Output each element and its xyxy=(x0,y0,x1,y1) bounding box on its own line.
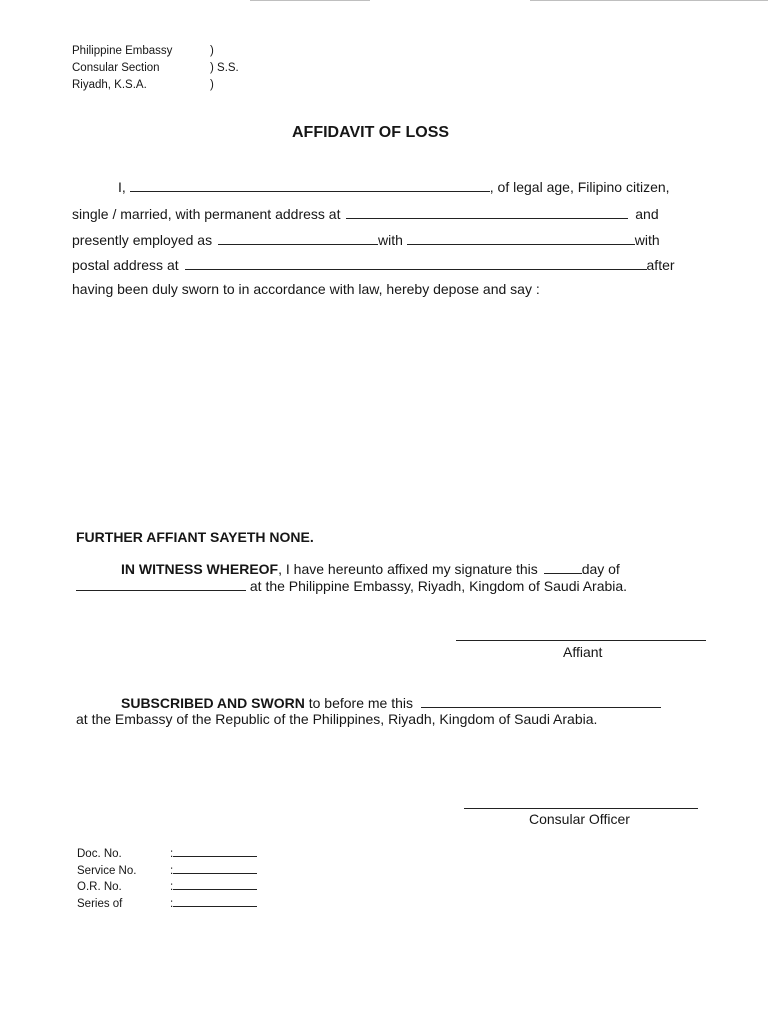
witness-line-2 xyxy=(76,577,627,594)
header-venue xyxy=(72,43,172,94)
line4-text: postal address at xyxy=(72,257,179,273)
service-no-label: Service No. xyxy=(77,864,137,877)
footer-labels xyxy=(77,846,136,912)
witness-line2-text: at the Philippine Embassy, Riyadh, Kingdom of Saudi Arabia. xyxy=(249,578,628,594)
employer-blank[interactable] xyxy=(407,231,635,245)
day-blank[interactable] xyxy=(544,560,582,574)
header-line-city: Riyadh, K.S.A. xyxy=(72,79,147,91)
subscribed-text: to before me this xyxy=(304,695,413,711)
officer-signature-line[interactable] xyxy=(464,808,698,809)
further-affiant-text: FURTHER AFFIANT SAYETH NONE. xyxy=(76,529,314,545)
subscribed-bold: SUBSCRIBED AND SWORN xyxy=(121,695,305,711)
line4-tail: after xyxy=(646,257,675,273)
service-no-field[interactable]: : xyxy=(170,863,257,880)
header-line-section: Consular Section xyxy=(72,62,160,74)
series-field[interactable]: : xyxy=(170,896,257,913)
series-label: Series of xyxy=(77,897,123,910)
affiant-signature-line[interactable] xyxy=(456,640,706,641)
scan-artifact xyxy=(250,0,370,1)
header-ss-marks xyxy=(210,43,239,94)
paragraph-line-5: having been duly sworn to in accordance with law, hereby depose and say : xyxy=(72,281,540,297)
position-blank[interactable] xyxy=(218,231,378,245)
i-prefix: I, xyxy=(118,179,126,195)
or-no-field[interactable]: : xyxy=(170,879,257,896)
witness-line-1 xyxy=(121,560,620,577)
doc-no-label: Doc. No. xyxy=(77,848,122,860)
doc-no-field[interactable]: : xyxy=(170,846,257,863)
permanent-address-blank[interactable] xyxy=(346,205,628,219)
line2-text: single / married, with permanent address at xyxy=(72,206,341,222)
header-mark: ) xyxy=(210,45,214,57)
further-affiant xyxy=(76,529,314,545)
line2-tail: and xyxy=(635,206,659,222)
affiant-label: Affiant xyxy=(563,644,603,660)
header-mark-ss: ) S.S. xyxy=(210,62,239,74)
paragraph-line-4 xyxy=(72,256,675,273)
sworn-date-blank[interactable] xyxy=(421,694,661,708)
line3-text: presently employed as xyxy=(72,232,213,248)
header-mark: ) xyxy=(210,79,214,91)
postal-address-blank[interactable] xyxy=(185,256,647,270)
document-title: AFFIDAVIT OF LOSS xyxy=(292,124,450,141)
name-blank[interactable] xyxy=(130,178,490,192)
line3-with: with xyxy=(377,232,403,248)
officer-label: Consular Officer xyxy=(529,811,630,827)
paragraph-line-2 xyxy=(72,205,659,222)
paragraph-line-1 xyxy=(118,178,670,195)
witness-bold: IN WITNESS WHEREOF xyxy=(121,561,279,577)
header-line-embassy: Philippine Embassy xyxy=(72,45,173,57)
month-year-blank[interactable] xyxy=(76,577,246,591)
footer-blanks xyxy=(170,846,257,912)
subscribed-line-2: at the Embassy of the Republic of the Philippines, Riyadh, Kingdom of Saudi Arabia. xyxy=(76,711,598,727)
line3-tail: with xyxy=(634,232,660,248)
subscribed-line-1 xyxy=(121,694,661,711)
witness-text: , I have hereunto affixed my signature this xyxy=(278,561,538,577)
or-no-label: O.R. No. xyxy=(77,881,122,893)
scan-artifact xyxy=(530,0,768,1)
line1-tail: , of legal age, Filipino citizen, xyxy=(489,179,670,195)
paragraph-line-3 xyxy=(72,231,660,248)
witness-day: day of xyxy=(581,561,620,577)
